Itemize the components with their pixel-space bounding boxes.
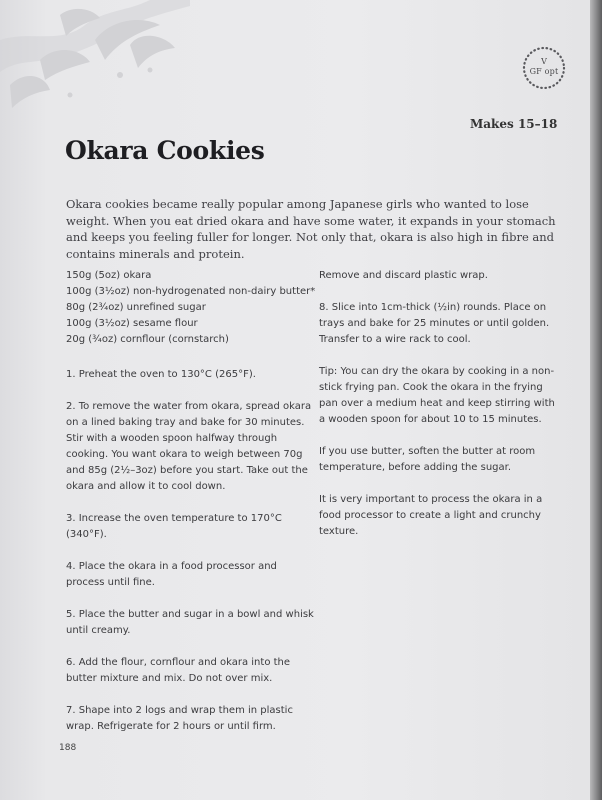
method-step: 4. Place the okara in a food processor and process until fine.	[66, 561, 277, 588]
recipe-intro: Okara cookies became really popular among Japanese girls who wanted to lose weight. When you eat dried okara and have some water, it expands in your stomach and keeps you feeling fuller for longer. Not only that, okara is also high in fibre and contains minerals and protein.	[66, 197, 556, 261]
method-step-continued: Remove and discard plastic wrap.	[319, 270, 488, 281]
gluten-free-badge-label: GF opt	[529, 67, 559, 76]
yield-label: Makes 15–18	[470, 117, 558, 131]
note-paragraph: If you use butter, soften the butter at room temperature, before adding the sugar.	[319, 446, 536, 473]
dietary-badge	[521, 45, 567, 91]
ingredient-list	[66, 268, 316, 348]
method-step: 3. Increase the oven temperature to 170°C (340°F).	[66, 513, 282, 540]
ingredient-item: 100g (3½oz) non-hydrogenated non-dairy butter*	[66, 286, 316, 297]
method-step: 7. Shape into 2 logs and wrap them in plastic wrap. Refrigerate for 2 hours or until firm.	[66, 705, 293, 732]
book-binding-edge	[590, 0, 602, 800]
note-paragraph: It is very important to process the okara in a food processor to create a light and crunchy texture.	[319, 494, 543, 537]
page-number: 188	[59, 743, 77, 753]
ingredient-item: 20g (¾oz) cornflour (cornstarch)	[66, 334, 229, 345]
method-step: 2. To remove the water from okara, spread okara on a lined baking tray and bake for 30 minutes. Stir with a wooden spoon halfway through cooking. You want okara to weigh between 70g and 85g (2½–3oz) before you start. Take out the okara and allow it to cool down.	[66, 401, 312, 492]
method-steps	[66, 367, 316, 735]
ingredient-item: 80g (2¾oz) unrefined sugar	[66, 302, 206, 313]
vegetarian-badge-label: V	[541, 57, 547, 66]
tip-paragraph: Tip: You can dry the okara by cooking in a non-stick frying pan. Cook the okara in the frying pan over a medium heat and keep stirring with a wooden spoon for about 10 to 15 minutes.	[319, 366, 555, 425]
recipe-title: Okara Cookies	[65, 136, 265, 165]
ingredient-item: 150g (5oz) okara	[66, 270, 152, 281]
method-step: 6. Add the flour, cornflour and okara into the butter mixture and mix. Do not over mix.	[66, 657, 291, 684]
left-column	[66, 268, 316, 751]
floral-ornament-icon	[0, 0, 190, 120]
method-step: 8. Slice into 1cm-thick (½in) rounds. Place on trays and bake for 25 minutes or until golden. Transfer to a wire rack to cool.	[319, 302, 550, 345]
method-step: 5. Place the butter and sugar in a bowl and whisk until creamy.	[66, 609, 314, 636]
ingredient-item: 100g (3½oz) sesame flour	[66, 318, 198, 329]
right-column	[319, 268, 564, 556]
method-step: 1. Preheat the oven to 130°C (265°F).	[66, 369, 256, 380]
